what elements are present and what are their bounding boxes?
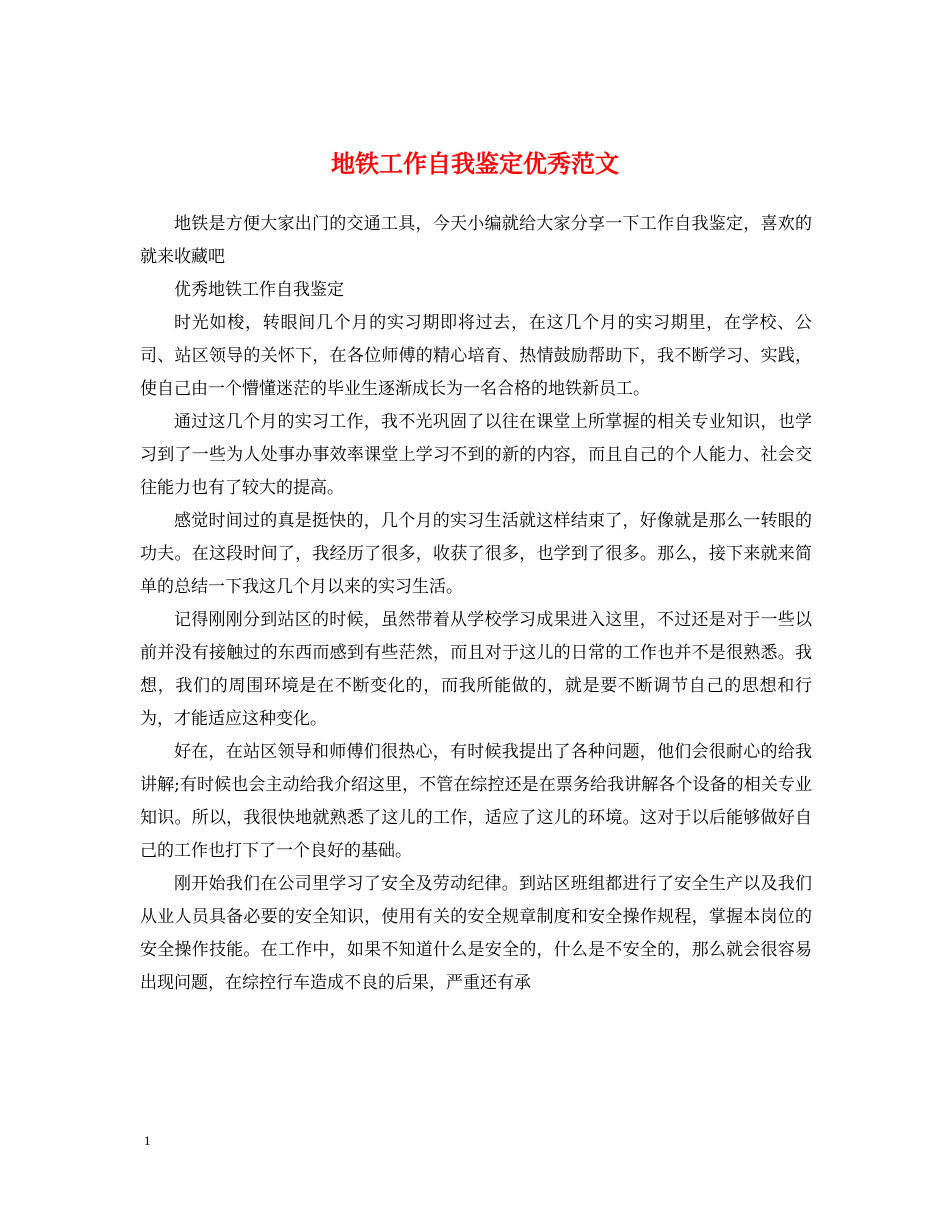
body-paragraph: 通过这几个月的实习工作，我不光巩固了以往在课堂上所掌握的相关专业知识，也学习到了一些为人处事办事效率课堂上学习不到的新的内容，而且自己的个人能力、社会交往能力也有了较大的提高。 — [140, 412, 812, 498]
body-paragraph: 刚开始我们在公司里学习了安全及劳动纪律。到站区班组都进行了安全生产以及我们从业人员具备必要的安全知识，使用有关的安全规章制度和安全操作规程，掌握本岗位的安全操作技能。在工作中，如果不知道什么是安全的，什么是不安全的，那么就会很容易出现问题，在综控行车造成不良的后果，严重还有承 — [140, 874, 812, 993]
section-heading: 优秀地铁工作自我鉴定 — [174, 280, 344, 300]
body-paragraph: 感觉时间过的真是挺快的，几个月的实习生活就这样结束了，好像就是那么一转眼的功夫。在这段时间了，我经历了很多，收获了很多，也学到了很多。那么，接下来就来简单的总结一下我这几个月以来的实习生活。 — [140, 511, 812, 597]
intro-paragraph: 地铁是方便大家出门的交通工具，今天小编就给大家分享一下工作自我鉴定，喜欢的就来收藏吧 — [140, 214, 812, 267]
document-title: 地铁工作自我鉴定优秀范文 — [331, 149, 619, 179]
body-paragraph: 好在，在站区领导和师傅们很热心，有时候我提出了各种问题，他们会很耐心的给我讲解;有时候也会主动给我介绍这里，不管在综控还是在票务给我讲解各个设备的相关专业知识。所以，我很快地就熟悉了这儿的工作，适应了这儿的环境。这对于以后能够做好自己的工作也打下了一个良好的基础。 — [140, 742, 812, 861]
body-paragraph: 时光如梭，转眼间几个月的实习期即将过去，在这几个月的实习期里，在学校、公司、站区领导的关怀下，在各位师傅的精心培育、热情鼓励帮助下，我不断学习、实践，使自己由一个懵懂迷茫的毕业生逐渐成长为一名合格的地铁新员工。 — [140, 313, 812, 399]
page-number: 1 — [144, 1133, 151, 1148]
body-paragraph: 记得刚刚分到站区的时候，虽然带着从学校学习成果进入这里，不过还是对于一些以前并没有接触过的东西而感到有些茫然，而且对于这儿的日常的工作也并不是很熟悉。我想，我们的周围环境是在不断变化的，而我所能做的，就是要不断调节自己的思想和行为，才能适应这种变化。 — [140, 610, 812, 729]
document-body — [140, 208, 812, 1000]
